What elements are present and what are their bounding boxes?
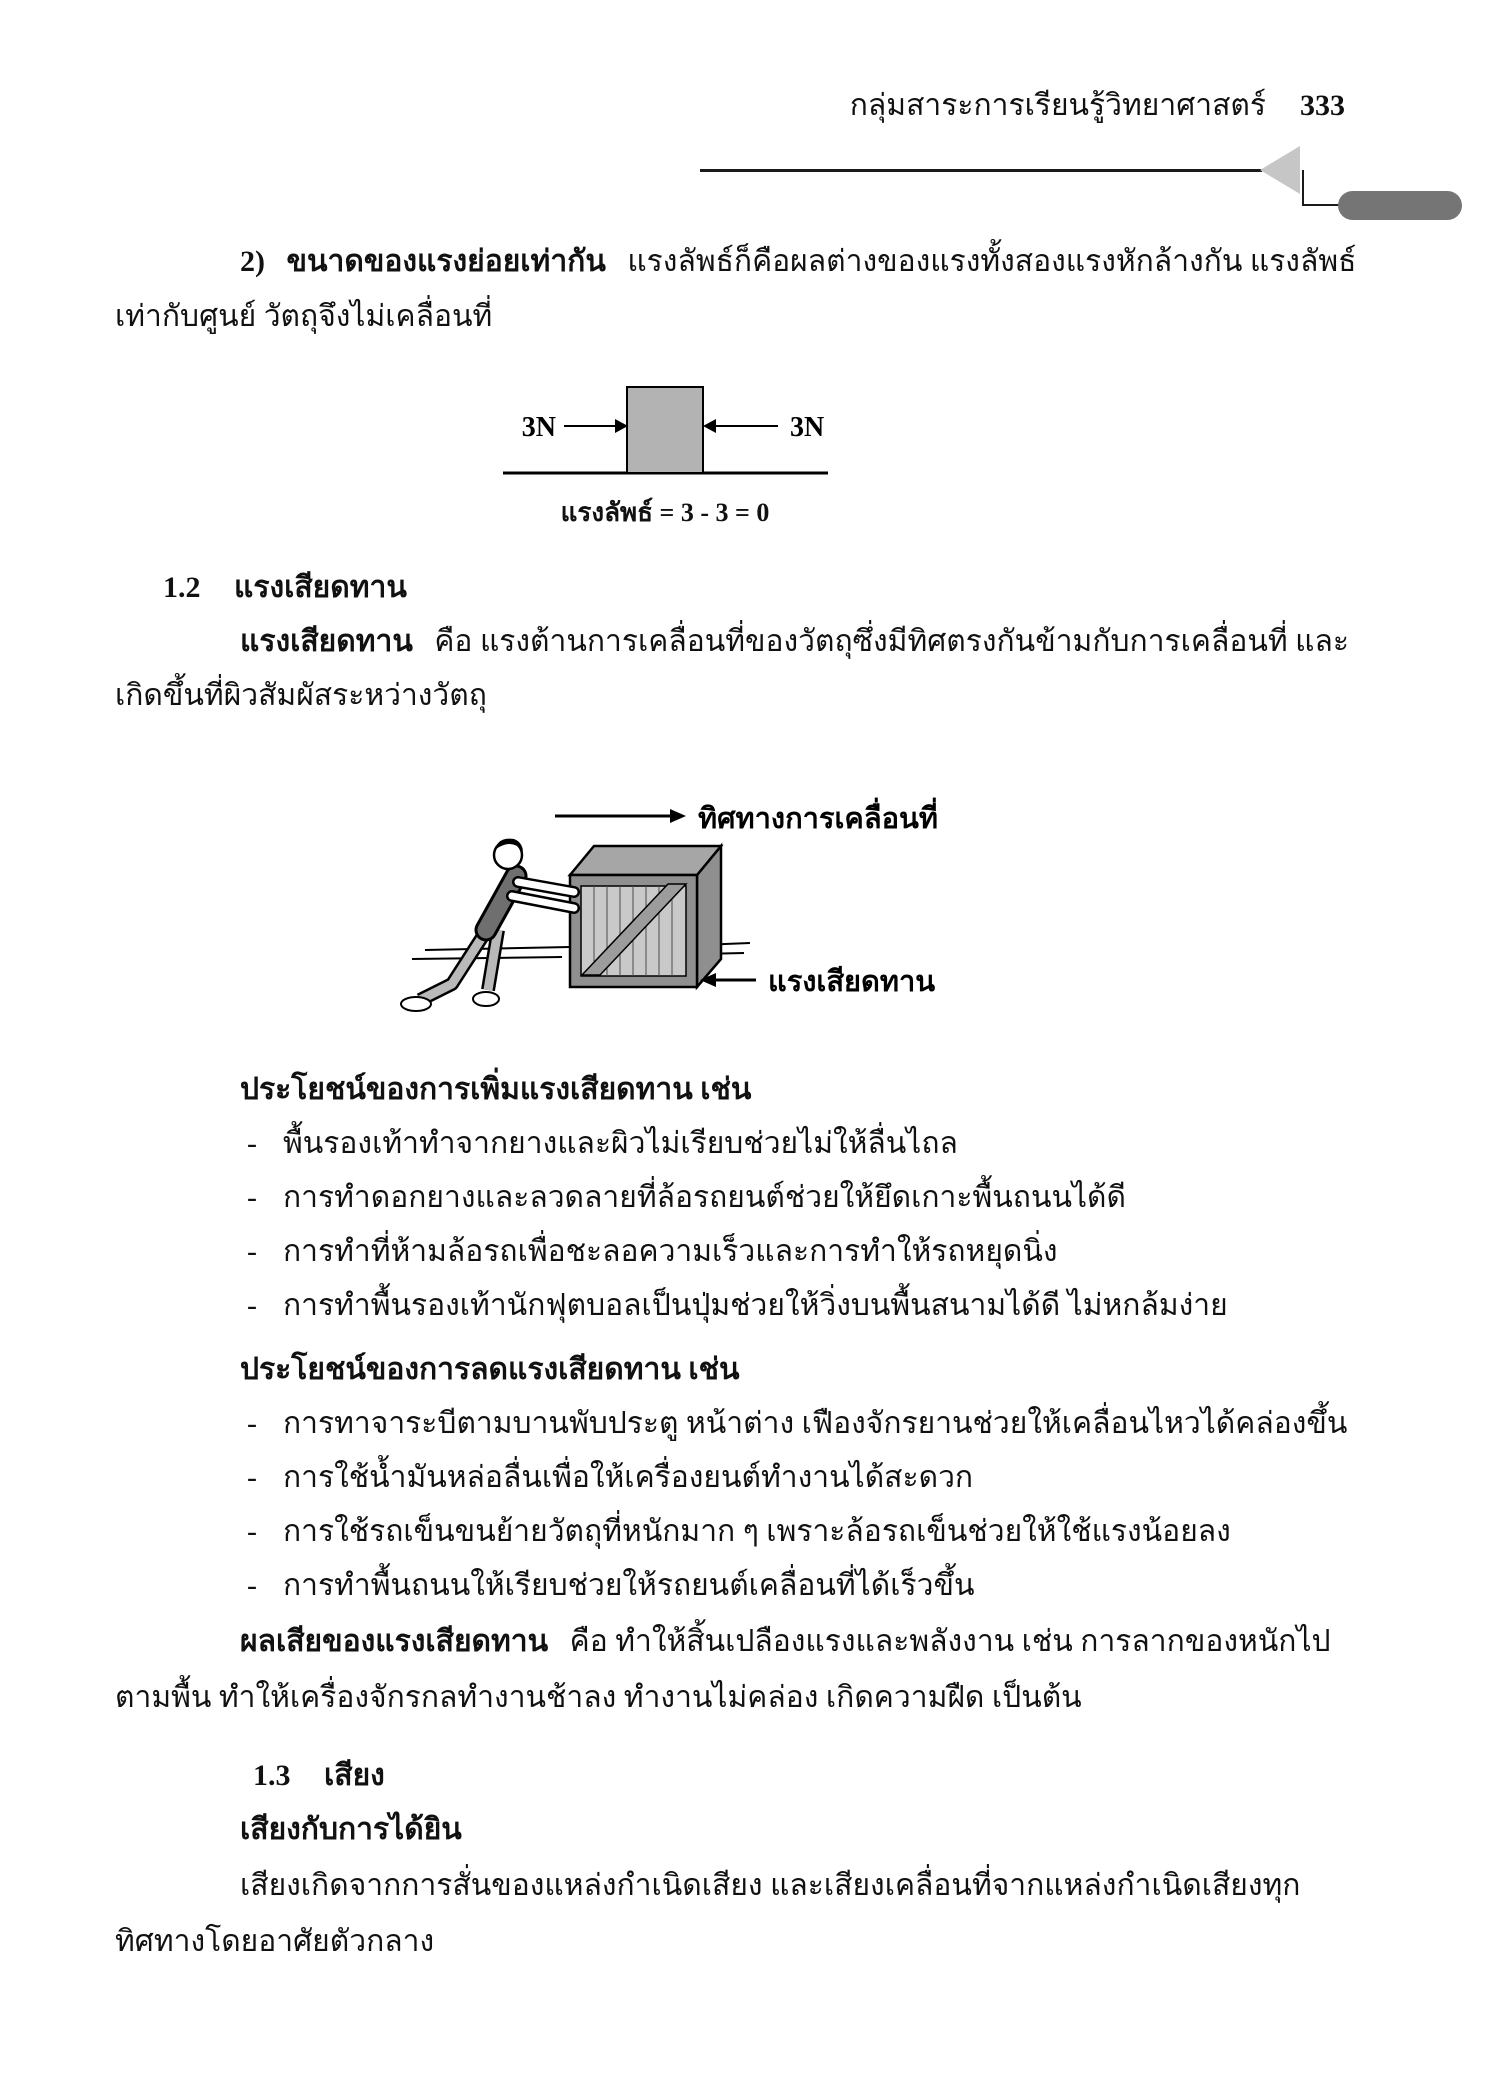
list-item (247, 1458, 973, 1497)
increase-friction-heading: ประโยชน์ของการเพิ่มแรงเสียดทาน เช่น (240, 1073, 752, 1106)
section-1-2-title: แรงเสียดทาน (234, 571, 407, 604)
bullet-dash: - (247, 1181, 257, 1214)
bullet-dash: - (247, 1127, 257, 1160)
header-rule (700, 169, 1262, 172)
sound-line-1: เสียงเกิดจากการสั่นของแหล่งกำเนิดเสียง และเสียงเคลื่อนที่จากแหล่งกำเนิดเสียงทุก (240, 1869, 1301, 1902)
force-box (627, 387, 703, 473)
list-item (247, 1286, 1228, 1325)
header-arrow-decoration-icon (1260, 146, 1300, 194)
intro-line-1 (240, 242, 1356, 281)
intro-lead-bold: ขนาดของแรงย่อยเท่ากัน (286, 245, 606, 278)
section-1-3-number: 1.3 (253, 1759, 291, 1792)
crate-top-face (570, 846, 721, 875)
bullet-dash: - (247, 1289, 257, 1322)
page-number: 333 (1300, 89, 1345, 122)
bullet-dash: - (247, 1569, 257, 1602)
friction-def-line-1 (240, 622, 1349, 661)
bullet-dash: - (247, 1407, 257, 1440)
right-arrowhead-icon (703, 419, 716, 433)
man-figure (401, 839, 574, 1011)
direction-label: ทิศทางการเคลื่อนที่ (698, 803, 938, 835)
direction-arrowhead-icon (670, 809, 686, 823)
friction-label: แรงเสียดทาน (768, 966, 936, 998)
sound-line-2: ทิศทางโดยอาศัยตัวกลาง (115, 1925, 435, 1958)
intro-line-2: เท่ากับศูนย์ วัตถุจึงไม่เคลื่อนที่ (115, 300, 493, 333)
list-item (247, 1566, 974, 1605)
right-force-label: 3N (790, 412, 825, 443)
friction-illustration (370, 778, 1070, 1030)
disadvantage-line-1 (240, 1622, 1331, 1661)
header-connector-vertical (1302, 170, 1304, 206)
decrease-item-2: การใช้น้ำมันหล่อลื่นเพื่อให้เครื่องยนต์ทำงานได้สะดวก (283, 1461, 974, 1494)
header-title: กลุ่มสาระการเรียนรู้วิทยาศาสตร์ (849, 89, 1266, 122)
list-item (247, 1404, 1347, 1443)
sound-subheading: เสียงกับการได้ยิน (240, 1813, 462, 1846)
left-force-label: 3N (521, 412, 556, 443)
increase-item-4: การทำพื้นรองเท้านักฟุตบอลเป็นปุ่มช่วยให้วิ่งบนพื้นสนามได้ดี ไม่หกล้มง่าย (283, 1289, 1228, 1322)
intro-number: 2) (240, 245, 265, 278)
man-back-shoe (401, 997, 431, 1011)
increase-item-3: การทำที่ห้ามล้อรถเพื่อชะลอความเร็วและการทำให้รถหยุดนิ่ง (283, 1235, 1058, 1268)
decrease-item-4: การทำพื้นถนนให้เรียบช่วยให้รถยนต์เคลื่อนที่ได้เร็วขึ้น (283, 1569, 975, 1602)
list-item (247, 1124, 958, 1163)
force-diagram-caption: แรงลัพธ์ = 3 - 3 = 0 (560, 498, 770, 527)
increase-item-2: การทำดอกยางและลวดลายที่ล้อรถยนต์ช่วยให้ยึดเกาะพื้นถนนได้ดี (283, 1181, 1127, 1214)
force-diagram (480, 370, 1040, 510)
list-item (247, 1512, 1231, 1551)
intro-line-1-rest: แรงลัพธ์ก็คือผลต่างของแรงทั้งสองแรงหักล้างกัน แรงลัพธ์ (627, 245, 1357, 278)
section-1-3-heading (253, 1756, 385, 1795)
increase-item-1: พื้นรองเท้าทำจากยางและผิวไม่เรียบช่วยไม่ให้ลื่นไถล (283, 1127, 958, 1160)
decrease-item-3: การใช้รถเข็นขนย้ายวัตถุที่หนักมาก ๆ เพราะล้อรถเข็นช่วยให้ใช้แรงน้อยลง (283, 1515, 1231, 1548)
bullet-dash: - (247, 1461, 257, 1494)
decrease-item-1: การทาจาระบีตามบานพับประตู หน้าต่าง เฟืองจักรยานช่วยให้เคลื่อนไหวได้คล่องขึ้น (283, 1407, 1348, 1440)
header-pill-decoration-icon (1338, 191, 1462, 220)
section-1-2-number: 1.2 (163, 571, 201, 604)
list-item (247, 1178, 1126, 1217)
header-connector-horizontal (1302, 204, 1340, 206)
decrease-friction-heading: ประโยชน์ของการลดแรงเสียดทาน เช่น (240, 1353, 740, 1386)
disadvantage-lead-bold: ผลเสียของแรงเสียดทาน (240, 1625, 549, 1658)
bullet-dash: - (247, 1515, 257, 1548)
section-1-2-heading (163, 568, 407, 607)
page-header (600, 86, 1345, 125)
disadvantage-line-2: ตามพื้น ทำให้เครื่องจักรกลทำงานช้าลง ทำงานไม่คล่อง เกิดความฝืด เป็นต้น (115, 1681, 1082, 1714)
list-item (247, 1232, 1058, 1271)
friction-def-line-2: เกิดขึ้นที่ผิวสัมผัสระหว่างวัตถุ (115, 679, 487, 712)
bullet-dash: - (247, 1235, 257, 1268)
friction-def-line-1-rest: คือ แรงต้านการเคลื่อนที่ของวัตถุซึ่งมีทิศตรงกันข้ามกับการเคลื่อนที่ และ (434, 625, 1349, 658)
disadvantage-line-1-rest: คือ ทำให้สิ้นเปลืองแรงและพลังงาน เช่น การลากของหนักไป (569, 1625, 1331, 1658)
friction-def-bold: แรงเสียดทาน (240, 625, 413, 658)
man-front-shoe (473, 992, 499, 1006)
man-upper-arm (518, 882, 574, 892)
section-1-3-title: เสียง (324, 1759, 385, 1792)
